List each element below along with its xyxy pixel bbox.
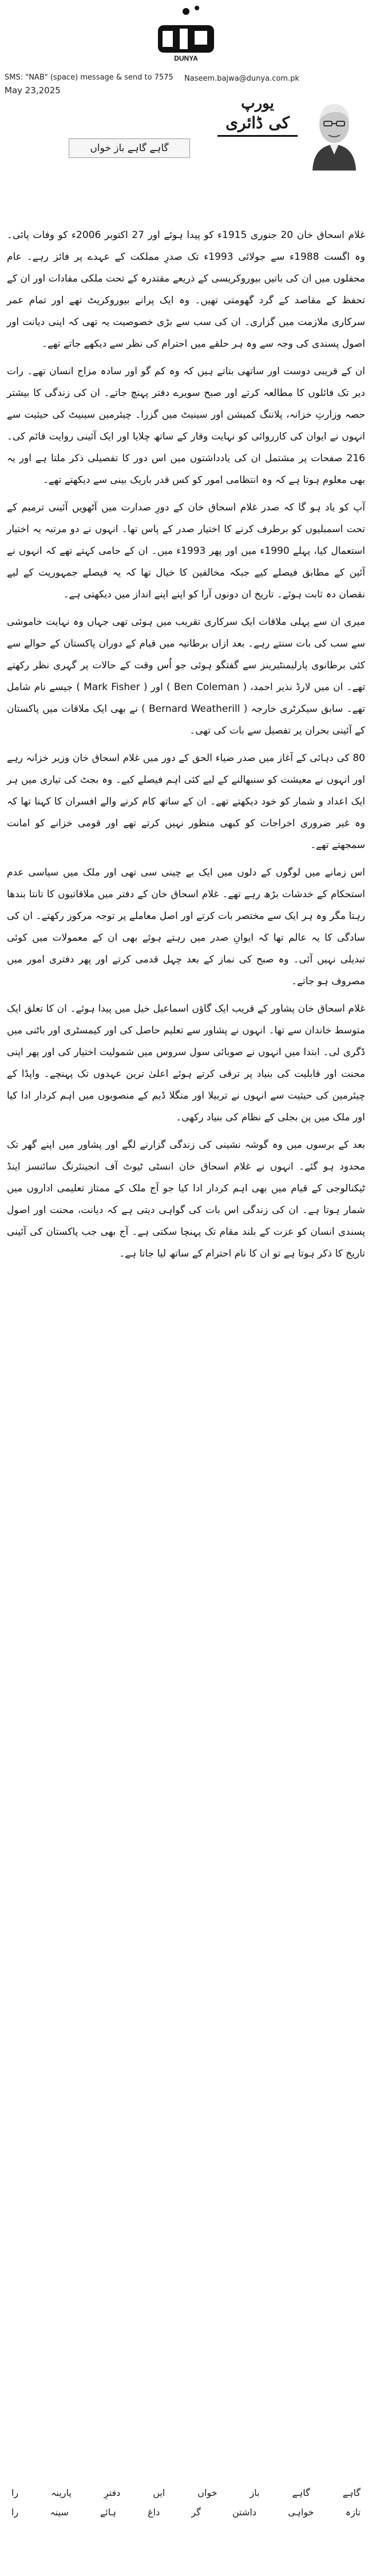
column-title: گاہے گاہے باز خواں (69, 138, 190, 158)
couplet-word: گاہے (342, 2487, 361, 2498)
dunya-logo (150, 2, 222, 63)
article-paragraph: بعد کے برسوں میں وہ گوشہ نشینی کی زندگی گزارنے لگے اور پشاور میں اپنے گھر تک محدود ہو گئے۔ انہوں نے غلام اسحاق خان انسٹی ٹیوٹ آف انجینئرنگ سائنسز اینڈ ٹیکنالوجی کے قیام میں بھی اہم کردار ادا کیا جو آج ملک کے ممتاز تعلیمی اداروں میں شمار ہوتا ہے۔ ان کی زندگی اس بات کی گواہی دیتی ہے کہ دیانت، محنت اور اصول پسندی انسان کو عزت کے بلند مقام تک پہنچا سکتی ہے۔ آج بھی جب پاکستان کی آئینی تاریخ کا ذکر ہوتا ہے تو ان کا نام احترام کے ساتھ لیا جاتا ہے۔ (7, 1139, 365, 1259)
article-paragraph: 80 کی دہائی کے آغاز میں صدر ضیاء الحق کے دور میں غلام اسحاق خان وزیر خزانہ رہے اور انہوں نے معیشت کو سنبھالنے کے لیے کئی اہم فیصلے کیے۔ وہ بجٹ کی تیاری میں ہر ایک اعداد و شمار کو خود دیکھتے تھے۔ ان کے ساتھ کام کرنے والے افسران کا کہنا تھا کہ وہ غیر ضروری اخراجات کو کبھی منظور نہیں کرتے تھے اور قومی خزانے کو امانت سمجھتے تھے۔ (7, 752, 365, 851)
couplet-word: داغ (148, 2507, 160, 2518)
column-name-line1: یورپ (241, 95, 274, 112)
column-name-text (217, 94, 298, 137)
masthead (0, 0, 372, 68)
logo-wordmark: DUNYA (174, 54, 198, 62)
publish-date: May 23,2025 (5, 85, 61, 96)
couplet-line-1 (11, 2483, 361, 2503)
couplet-word: دفترِ (104, 2487, 121, 2498)
columnist-name (206, 92, 298, 166)
couplet-line-2 (11, 2503, 361, 2522)
column-name-line2: کی ڈائری (217, 113, 298, 137)
couplet-word: را (11, 2487, 19, 2498)
article-paragraph: آپ کو یاد ہو گا کہ صدر غلام اسحاق خان کے دورِ صدارت میں آٹھویں آئینی ترمیم کے تحت اسمبلیوں کو برطرف کرنے کا اختیار صدر کے پاس تھا۔ انہوں نے دو مرتبہ یہ اختیار استعمال کیا، پہلے 1990ء میں اور پھر 1993ء میں۔ ان کے حامی کہتے تھے کہ انہوں نے آئین کے مطابق فیصلے کیے جبکہ مخالفین کا خیال تھا کہ یہ فیصلے جمہوریت کے لیے نقصان دہ ثابت ہوئے۔ تاریخ ان دونوں آرا کو اپنے اپنے انداز میں دیکھتی ہے۔ (7, 502, 366, 600)
sms-instruction: SMS: "NAB" (space) message & send to 7575 (5, 73, 173, 82)
article-paragraph: میری ان سے پہلی ملاقات ایک سرکاری تقریب میں ہوئی تھی جہاں وہ نہایت خاموشی سے سب کی بات سنتے رہے۔ بعد ازاں برطانیہ میں قیام کے دوران پاکستان کے حوالے سے کئی برطانوی پارلیمنٹیرینز سے گفتگو ہوئی جو اُس وقت کے حالات پر گہری نظر رکھتے تھے۔ ان میں لارڈ نذیر احمد، ( Ben Coleman ) اور ( Mark Fisher ) جیسے نام شامل تھے۔ سابق سیکرٹری خارجہ ( Bernard Weatherill ) نے بھی ایک ملاقات میں پاکستان کے آئینی بحران پر تفصیل سے بات کی تھی۔ (7, 616, 365, 736)
article-header (0, 69, 372, 206)
article-body (7, 224, 365, 1270)
couplet-word: خواں (197, 2487, 217, 2498)
article-paragraph: ان کے قریبی دوست اور ساتھی بتاتے ہیں کہ وہ کم گو اور سادہ مزاج انسان تھے۔ رات دیر تک فائلوں کا مطالعہ کرتے اور صبح سویرے دفتر پہنچ جاتے۔ ان کی زندگی کا بیشتر حصہ وزارتِ خزانہ، پلاننگ کمیشن اور سینیٹ میں گزرا۔ چیئرمین سینیٹ کی حیثیت سے انہوں نے ایوان کی کارروائی کو نہایت وقار کے ساتھ چلایا اور ایک آئینی روایت قائم کی۔ 216 صفحات پر مشتمل ان کی یادداشتوں میں اس دور کا تفصیلی ذکر ملتا ہے اور یہ بھی معلوم ہوتا ہے کہ وہ انتظامی امور کو کس قدر باریک بینی سے دیکھتے تھے۔ (7, 366, 365, 486)
couplet-word: گر (191, 2507, 201, 2518)
couplet-word: باز (250, 2487, 260, 2498)
article-paragraph: غلام اسحاق خان 20 جنوری 1915ء کو پیدا ہوئے اور 27 اکتوبر 2006ء کو وفات پائی۔ وہ اگست 1988ء سے جولائی 1993ء تک صدرِ مملکت کے عہدے پر فائز رہے۔ عام محفلوں میں ان کی باتیں بیوروکریسی کے ذریعے مقتدرہ کے تحت ملکی مفادات اور ان کے تحفظ کے مقاصد کے گرد گھومتی تھیں۔ وہ ایک پرانے بیوروکریٹ تھے اور تمام عمر سرکاری ملازمت میں گزاری۔ ان کی سب سے بڑی خصوصیت یہ تھی کہ اپنی دیانت اور اصول پسندی کی وجہ سے وہ ہر حلقے میں احترام کی نظر سے دیکھے جاتے تھے۔ (7, 229, 365, 350)
couplet-word: ہائے (100, 2507, 116, 2518)
couplet-word: سینہ (50, 2507, 69, 2518)
author-portrait (302, 92, 366, 172)
couplet-word: پارینہ (51, 2487, 72, 2498)
couplet-word: تازہ (345, 2507, 361, 2518)
couplet-word: گاہے (292, 2487, 310, 2498)
couplet-word: خواہی (288, 2507, 314, 2518)
couplet-word: ایں (153, 2487, 165, 2498)
article-paragraph: اس زمانے میں لوگوں کے دلوں میں ایک بے چینی سی تھی اور ملک میں سیاسی عدم استحکام کے خدشات بڑھ رہے تھے۔ غلام اسحاق خان کے دفتر میں ملاقاتیوں کا تانتا بندھا رہتا مگر وہ ہر ایک سے مختصر بات کرتے اور اصل معاملے پر توجہ مرکوز رکھتے۔ ان کی سادگی کا یہ عالم تھا کہ ایوانِ صدر میں رہتے ہوئے بھی ان کے معمولات میں کوئی تبدیلی نہیں آئی۔ وہ صبح کی نماز کے بعد چہل قدمی کرتے اور پھر دفتری امور میں مصروف ہو جاتے۔ (7, 867, 365, 987)
closing-couplet (11, 2483, 361, 2522)
couplet-word: را (11, 2507, 19, 2518)
couplet-word: داشتن (232, 2507, 256, 2518)
info-block (5, 73, 176, 96)
article-paragraph: غلام اسحاق خان پشاور کے قریب ایک گاؤں اسماعیل خیل میں پیدا ہوئے۔ ان کا تعلق ایک متوسط خاندان سے تھا۔ انہوں نے پشاور سے تعلیم حاصل کی اور کیمسٹری اور باٹنی میں ڈگری لی۔ ابتدا میں انہوں نے صوبائی سول سروس میں شمولیت اختیار کی اور پھر اپنی محنت اور قابلیت کی بنیاد پر ترقی کرتے ہوئے اعلیٰ ترین عہدوں تک پہنچے۔ واپڈا کے چیئرمین کی حیثیت سے انہوں نے تربیلا اور منگلا ڈیم کے منصوبوں میں اہم کردار ادا کیا اور ملک میں پن بجلی کے نظام کی بنیاد رکھی۔ (7, 1003, 365, 1123)
author-email[interactable]: Naseem.bajwa@dunya.com.pk (184, 74, 299, 83)
